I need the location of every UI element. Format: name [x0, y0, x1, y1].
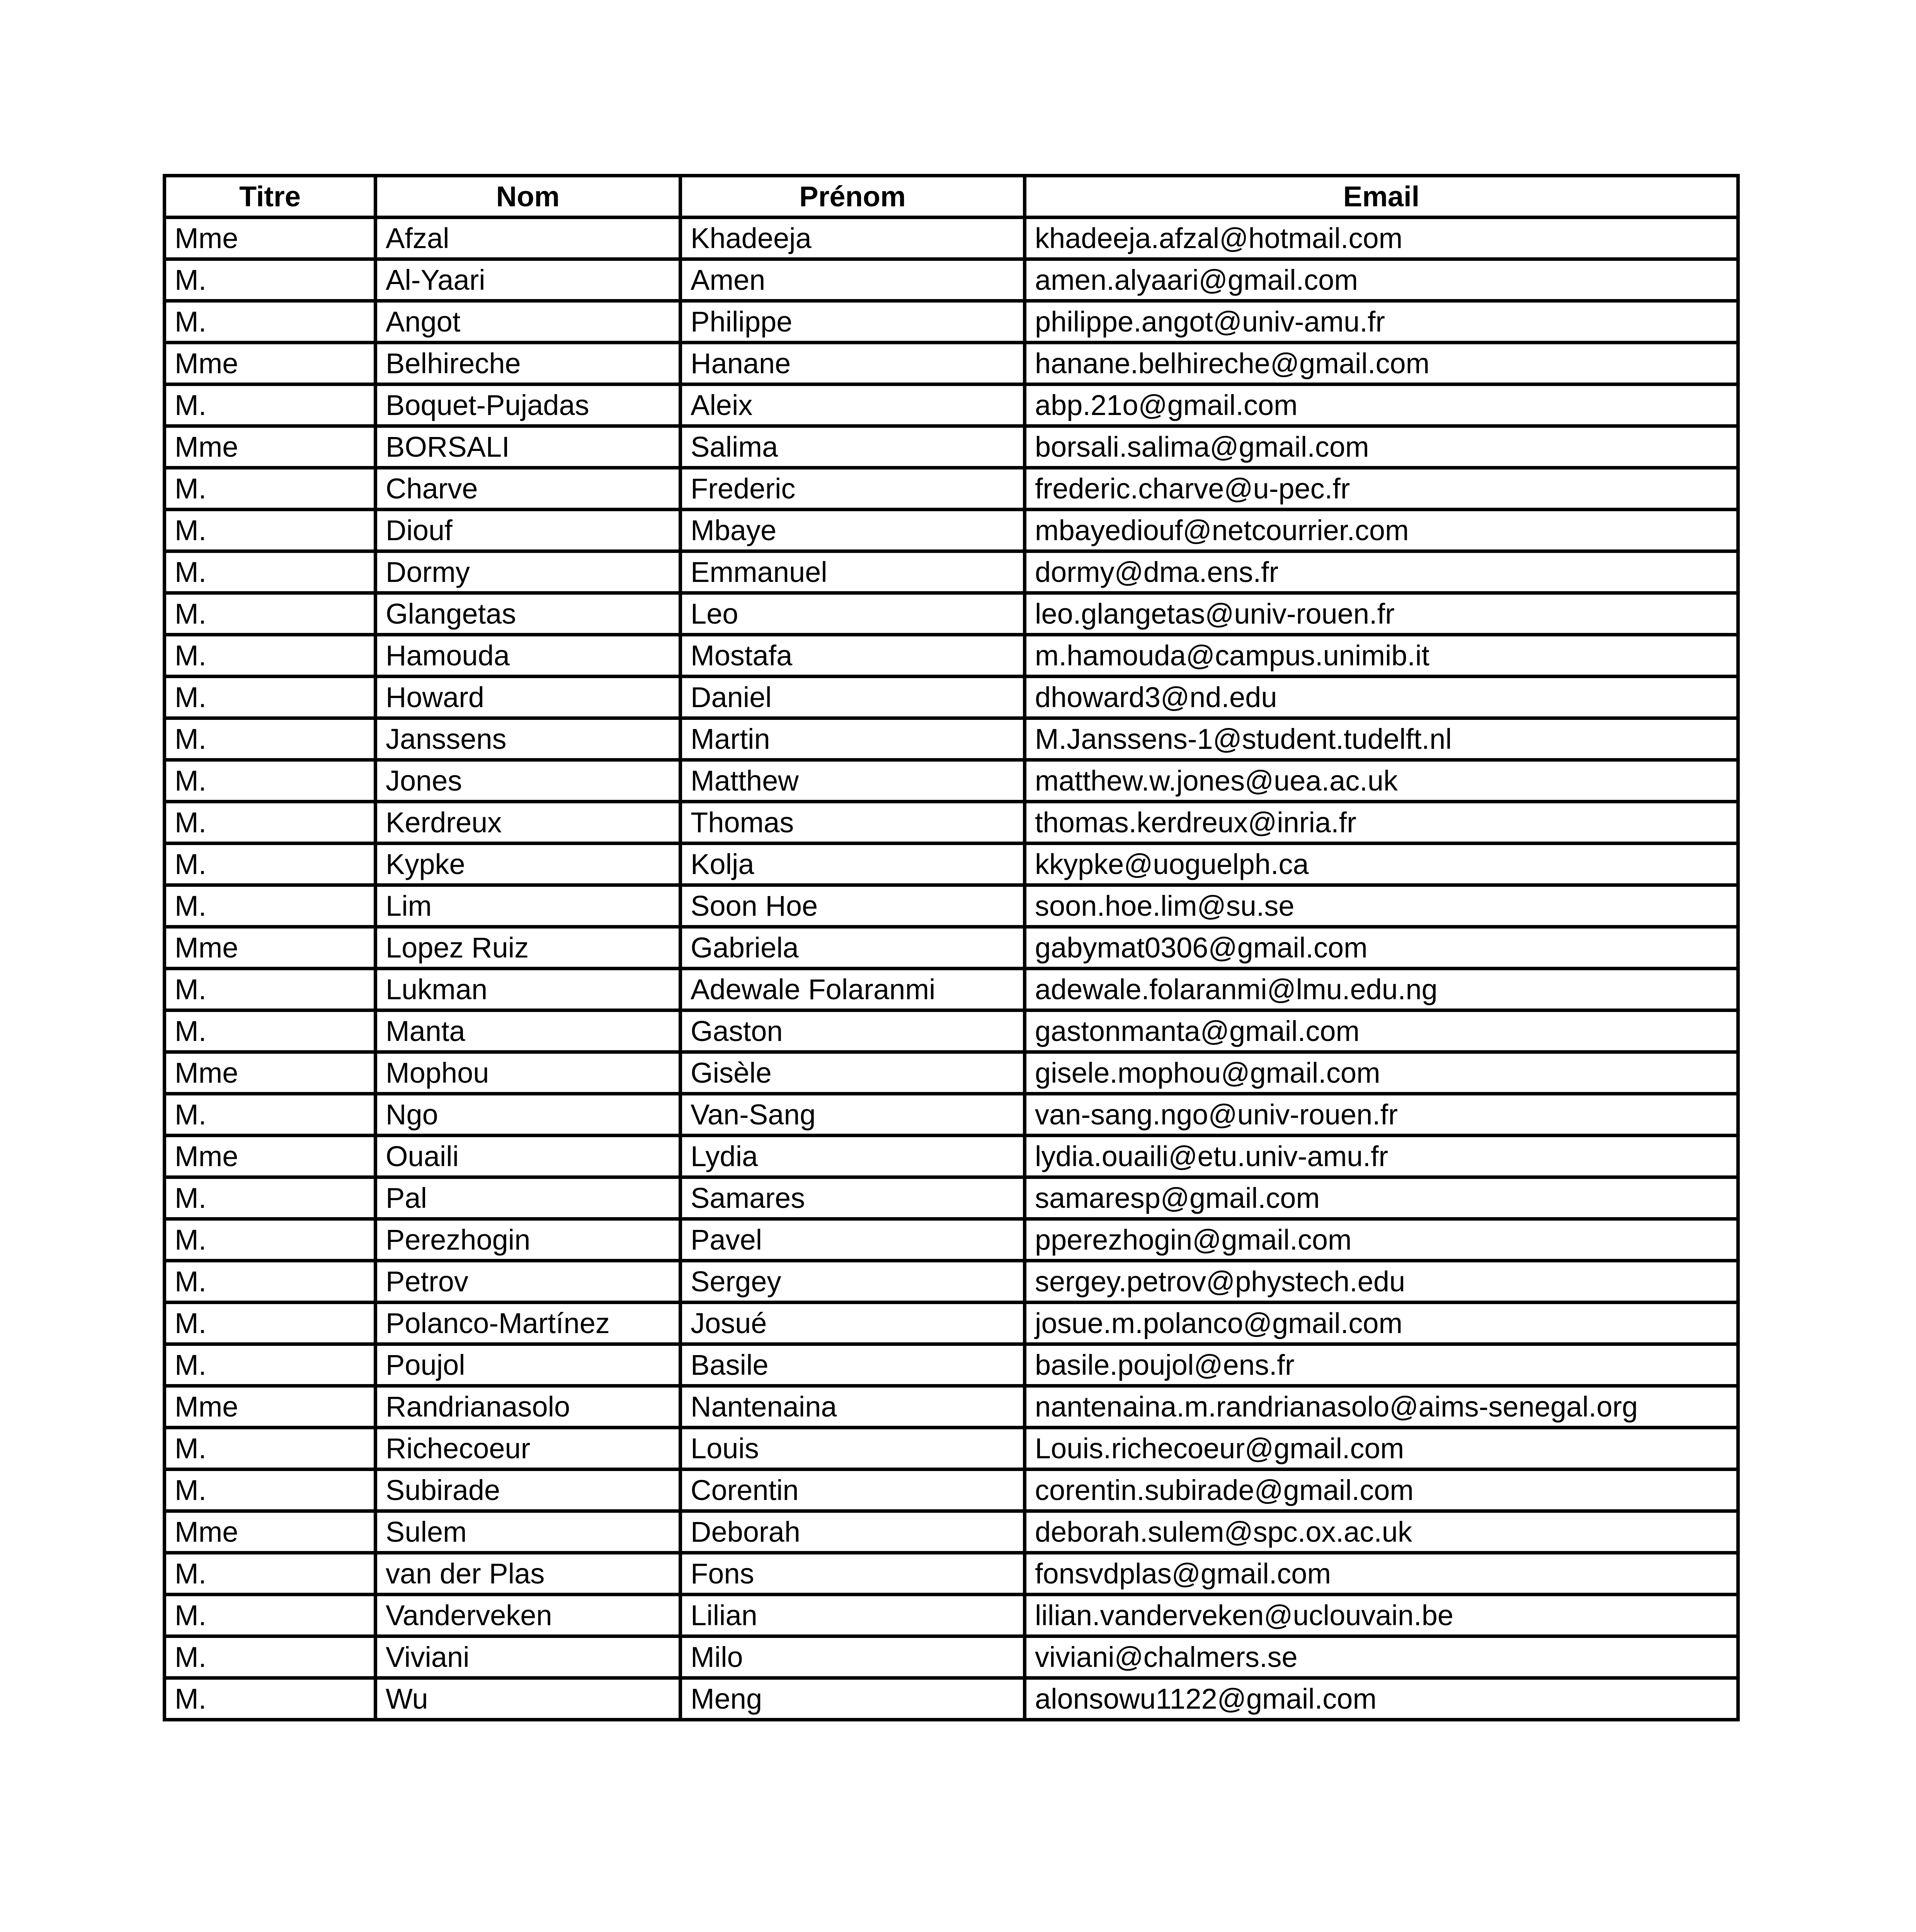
- table-row: [165, 1428, 1738, 1469]
- cell-prenom: Hanane: [681, 343, 1025, 384]
- table-row: [165, 1177, 1738, 1219]
- cell-nom: Viviani: [376, 1636, 681, 1678]
- cell-nom: Glangetas: [376, 593, 681, 635]
- cell-titre: Mme: [165, 218, 376, 259]
- table-row: [165, 927, 1738, 969]
- cell-email: gabymat0306@gmail.com: [1025, 927, 1738, 969]
- cell-prenom: Philippe: [681, 301, 1025, 343]
- cell-prenom: Sergey: [681, 1261, 1025, 1303]
- cell-nom: Janssens: [376, 718, 681, 760]
- table-row: [165, 1511, 1738, 1553]
- cell-prenom: Pavel: [681, 1219, 1025, 1261]
- cell-nom: Boquet-Pujadas: [376, 384, 681, 426]
- table-row: [165, 551, 1738, 593]
- cell-titre: M.: [165, 384, 376, 426]
- cell-nom: Ouaili: [376, 1136, 681, 1177]
- table-row: [165, 760, 1738, 802]
- cell-email: gisele.mophou@gmail.com: [1025, 1052, 1738, 1094]
- cell-titre: Mme: [165, 1052, 376, 1094]
- table-row: [165, 885, 1738, 927]
- cell-nom: Ngo: [376, 1094, 681, 1136]
- cell-prenom: Amen: [681, 259, 1025, 301]
- table-row: [165, 635, 1738, 677]
- cell-email: van-sang.ngo@univ-rouen.fr: [1025, 1094, 1738, 1136]
- table-row: [165, 259, 1738, 301]
- cell-titre: M.: [165, 802, 376, 844]
- table-row: [165, 1303, 1738, 1344]
- table-row: [165, 1386, 1738, 1428]
- cell-email: thomas.kerdreux@inria.fr: [1025, 802, 1738, 844]
- table-row: [165, 1553, 1738, 1595]
- cell-titre: Mme: [165, 1386, 376, 1428]
- cell-titre: Mme: [165, 1136, 376, 1177]
- cell-email: hanane.belhireche@gmail.com: [1025, 343, 1738, 384]
- cell-email: amen.alyaari@gmail.com: [1025, 259, 1738, 301]
- table-row: [165, 1636, 1738, 1678]
- cell-titre: M.: [165, 1344, 376, 1386]
- cell-prenom: Fons: [681, 1553, 1025, 1595]
- cell-nom: Lukman: [376, 969, 681, 1010]
- header-prenom: Prénom: [681, 176, 1025, 218]
- cell-titre: Mme: [165, 343, 376, 384]
- cell-titre: M.: [165, 510, 376, 551]
- cell-email: fonsvdplas@gmail.com: [1025, 1553, 1738, 1595]
- cell-titre: M.: [165, 885, 376, 927]
- cell-titre: Mme: [165, 927, 376, 969]
- cell-prenom: Nantenaina: [681, 1386, 1025, 1428]
- cell-email: abp.21o@gmail.com: [1025, 384, 1738, 426]
- cell-nom: Petrov: [376, 1261, 681, 1303]
- header-titre: Titre: [165, 176, 376, 218]
- cell-prenom: Soon Hoe: [681, 885, 1025, 927]
- cell-titre: Mme: [165, 1511, 376, 1553]
- table-header: [165, 176, 1738, 218]
- cell-email: gastonmanta@gmail.com: [1025, 1010, 1738, 1052]
- cell-titre: M.: [165, 468, 376, 510]
- cell-prenom: Leo: [681, 593, 1025, 635]
- cell-email: sergey.petrov@phystech.edu: [1025, 1261, 1738, 1303]
- cell-prenom: Mbaye: [681, 510, 1025, 551]
- cell-prenom: Basile: [681, 1344, 1025, 1386]
- cell-email: alonsowu1122@gmail.com: [1025, 1678, 1738, 1720]
- cell-titre: M.: [165, 969, 376, 1010]
- cell-nom: Kypke: [376, 844, 681, 885]
- cell-nom: BORSALI: [376, 426, 681, 468]
- cell-nom: Dormy: [376, 551, 681, 593]
- cell-nom: Charve: [376, 468, 681, 510]
- cell-email: kkypke@uoguelph.ca: [1025, 844, 1738, 885]
- header-email: Email: [1025, 176, 1738, 218]
- cell-titre: M.: [165, 1595, 376, 1636]
- cell-prenom: Gisèle: [681, 1052, 1025, 1094]
- cell-email: Louis.richecoeur@gmail.com: [1025, 1428, 1738, 1469]
- table-row: [165, 426, 1738, 468]
- table-row: [165, 510, 1738, 551]
- cell-prenom: Thomas: [681, 802, 1025, 844]
- cell-titre: M.: [165, 1094, 376, 1136]
- cell-titre: M.: [165, 1678, 376, 1720]
- table-row: [165, 844, 1738, 885]
- table-row: [165, 718, 1738, 760]
- cell-prenom: Gabriela: [681, 927, 1025, 969]
- cell-prenom: Martin: [681, 718, 1025, 760]
- cell-titre: M.: [165, 551, 376, 593]
- cell-prenom: Kolja: [681, 844, 1025, 885]
- cell-nom: Kerdreux: [376, 802, 681, 844]
- cell-email: matthew.w.jones@uea.ac.uk: [1025, 760, 1738, 802]
- cell-nom: Belhireche: [376, 343, 681, 384]
- cell-prenom: Louis: [681, 1428, 1025, 1469]
- cell-nom: Wu: [376, 1678, 681, 1720]
- cell-email: frederic.charve@u-pec.fr: [1025, 468, 1738, 510]
- table-row: [165, 343, 1738, 384]
- cell-email: leo.glangetas@univ-rouen.fr: [1025, 593, 1738, 635]
- cell-titre: M.: [165, 259, 376, 301]
- cell-titre: M.: [165, 593, 376, 635]
- cell-nom: Poujol: [376, 1344, 681, 1386]
- table-body: [165, 218, 1738, 1720]
- cell-titre: M.: [165, 1177, 376, 1219]
- cell-email: pperezhogin@gmail.com: [1025, 1219, 1738, 1261]
- cell-prenom: Lilian: [681, 1595, 1025, 1636]
- cell-nom: Angot: [376, 301, 681, 343]
- cell-nom: Richecoeur: [376, 1428, 681, 1469]
- cell-titre: M.: [165, 1261, 376, 1303]
- cell-email: corentin.subirade@gmail.com: [1025, 1469, 1738, 1511]
- cell-email: josue.m.polanco@gmail.com: [1025, 1303, 1738, 1344]
- table-row: [165, 1219, 1738, 1261]
- cell-nom: Diouf: [376, 510, 681, 551]
- cell-email: m.hamouda@campus.unimib.it: [1025, 635, 1738, 677]
- cell-nom: Manta: [376, 1010, 681, 1052]
- table-row: [165, 1052, 1738, 1094]
- cell-titre: M.: [165, 677, 376, 718]
- cell-prenom: Van-Sang: [681, 1094, 1025, 1136]
- table-row: [165, 802, 1738, 844]
- table-row: [165, 468, 1738, 510]
- cell-prenom: Salima: [681, 426, 1025, 468]
- cell-nom: Perezhogin: [376, 1219, 681, 1261]
- header-row: [165, 176, 1738, 218]
- cell-prenom: Frederic: [681, 468, 1025, 510]
- table-row: [165, 1469, 1738, 1511]
- cell-prenom: Lydia: [681, 1136, 1025, 1177]
- cell-email: lilian.vanderveken@uclouvain.be: [1025, 1595, 1738, 1636]
- cell-titre: M.: [165, 1303, 376, 1344]
- cell-titre: M.: [165, 1553, 376, 1595]
- cell-prenom: Corentin: [681, 1469, 1025, 1511]
- cell-prenom: Meng: [681, 1678, 1025, 1720]
- table-row: [165, 218, 1738, 259]
- cell-nom: Polanco-Martínez: [376, 1303, 681, 1344]
- cell-titre: M.: [165, 1010, 376, 1052]
- table-row: [165, 301, 1738, 343]
- cell-email: M.Janssens-1@student.tudelft.nl: [1025, 718, 1738, 760]
- cell-prenom: Daniel: [681, 677, 1025, 718]
- cell-nom: Al-Yaari: [376, 259, 681, 301]
- cell-prenom: Samares: [681, 1177, 1025, 1219]
- cell-nom: Howard: [376, 677, 681, 718]
- table-row: [165, 1678, 1738, 1720]
- cell-titre: M.: [165, 1219, 376, 1261]
- cell-nom: van der Plas: [376, 1553, 681, 1595]
- cell-nom: Mophou: [376, 1052, 681, 1094]
- cell-nom: Jones: [376, 760, 681, 802]
- table-row: [165, 969, 1738, 1010]
- cell-nom: Afzal: [376, 218, 681, 259]
- cell-prenom: Deborah: [681, 1511, 1025, 1553]
- cell-nom: Vanderveken: [376, 1595, 681, 1636]
- cell-titre: M.: [165, 301, 376, 343]
- cell-email: samaresp@gmail.com: [1025, 1177, 1738, 1219]
- cell-titre: M.: [165, 760, 376, 802]
- table-row: [165, 1261, 1738, 1303]
- table-row: [165, 1010, 1738, 1052]
- table-row: [165, 1094, 1738, 1136]
- cell-prenom: Emmanuel: [681, 551, 1025, 593]
- cell-nom: Hamouda: [376, 635, 681, 677]
- cell-email: viviani@chalmers.se: [1025, 1636, 1738, 1678]
- cell-email: dormy@dma.ens.fr: [1025, 551, 1738, 593]
- participants-table: [163, 174, 1740, 1721]
- cell-titre: M.: [165, 844, 376, 885]
- cell-email: mbayediouf@netcourrier.com: [1025, 510, 1738, 551]
- cell-email: borsali.salima@gmail.com: [1025, 426, 1738, 468]
- cell-prenom: Aleix: [681, 384, 1025, 426]
- cell-nom: Lopez Ruiz: [376, 927, 681, 969]
- cell-email: philippe.angot@univ-amu.fr: [1025, 301, 1738, 343]
- cell-email: basile.poujol@ens.fr: [1025, 1344, 1738, 1386]
- table-row: [165, 1136, 1738, 1177]
- cell-prenom: Milo: [681, 1636, 1025, 1678]
- cell-prenom: Adewale Folaranmi: [681, 969, 1025, 1010]
- cell-titre: M.: [165, 1428, 376, 1469]
- cell-email: deborah.sulem@spc.ox.ac.uk: [1025, 1511, 1738, 1553]
- cell-titre: Mme: [165, 426, 376, 468]
- table-row: [165, 1344, 1738, 1386]
- cell-prenom: Khadeeja: [681, 218, 1025, 259]
- cell-email: khadeeja.afzal@hotmail.com: [1025, 218, 1738, 259]
- table-row: [165, 384, 1738, 426]
- cell-titre: M.: [165, 635, 376, 677]
- cell-nom: Pal: [376, 1177, 681, 1219]
- table-row: [165, 593, 1738, 635]
- cell-titre: M.: [165, 718, 376, 760]
- cell-prenom: Josué: [681, 1303, 1025, 1344]
- cell-email: soon.hoe.lim@su.se: [1025, 885, 1738, 927]
- cell-nom: Randrianasolo: [376, 1386, 681, 1428]
- cell-email: dhoward3@nd.edu: [1025, 677, 1738, 718]
- cell-email: nantenaina.m.randrianasolo@aims-senegal.org: [1025, 1386, 1738, 1428]
- cell-nom: Sulem: [376, 1511, 681, 1553]
- cell-prenom: Gaston: [681, 1010, 1025, 1052]
- cell-prenom: Mostafa: [681, 635, 1025, 677]
- cell-email: adewale.folaranmi@lmu.edu.ng: [1025, 969, 1738, 1010]
- header-nom: Nom: [376, 176, 681, 218]
- cell-email: lydia.ouaili@etu.univ-amu.fr: [1025, 1136, 1738, 1177]
- cell-titre: M.: [165, 1636, 376, 1678]
- cell-nom: Lim: [376, 885, 681, 927]
- cell-prenom: Matthew: [681, 760, 1025, 802]
- cell-nom: Subirade: [376, 1469, 681, 1511]
- cell-titre: M.: [165, 1469, 376, 1511]
- table-row: [165, 1595, 1738, 1636]
- table-row: [165, 677, 1738, 718]
